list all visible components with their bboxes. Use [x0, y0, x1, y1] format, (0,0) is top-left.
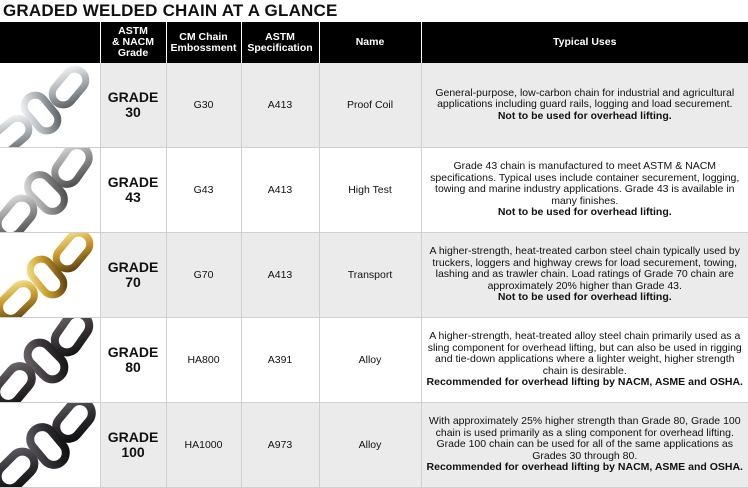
high-test-chain-icon — [0, 148, 100, 232]
chain-image-cell — [0, 148, 100, 233]
grade-cell: GRADE 70 — [100, 233, 166, 318]
table-row — [0, 148, 748, 233]
chain-image-cell — [0, 318, 100, 403]
uses-cell: With approximately 25% higher strength than Grade 80, Grade 100 chain is used primarily as a sling component for overhead lifting. Grade 100 chain can be used for all of the same applications as Grades 30 through 80. Recommended for overhead lifting by NACM, ASME and OSHA. — [421, 403, 748, 488]
name-cell: Alloy — [319, 403, 421, 488]
uses-cell: Grade 43 chain is manufactured to meet ASTM & NACM specifications. Typical uses include container securement, logging, towing and marine industry applications. Grade 43 is available in many finishes. Not to be used for overhead lifting. — [421, 148, 748, 233]
name-cell: Proof Coil — [319, 63, 421, 148]
chain-image-cell — [0, 63, 100, 148]
grade-cell: GRADE 80 — [100, 318, 166, 403]
spec-cell: A973 — [241, 403, 319, 488]
uses-cell: A higher-strength, heat-treated carbon steel chain typically used by truckers, loggers and highway crews for load securement, towing, lashing and as trawler chain. Load ratings of Grade 70 chain are approximately 20% higher than Grade 43. Not to be used for overhead lifting. — [421, 233, 748, 318]
lifting-warning: Not to be used for overhead lifting. — [422, 292, 748, 303]
header-grade: ASTM & NACM Grade — [100, 22, 166, 63]
header-embossment: CM Chain Embossment — [166, 22, 241, 63]
header-spec: ASTM Specification — [241, 22, 319, 63]
table-row — [0, 63, 748, 148]
name-cell: High Test — [319, 148, 421, 233]
table-row — [0, 318, 748, 403]
spec-cell: A413 — [241, 148, 319, 233]
spec-cell: A413 — [241, 63, 319, 148]
chain-image-cell — [0, 233, 100, 318]
lifting-warning: Not to be used for overhead lifting. — [422, 111, 748, 122]
table-row — [0, 403, 748, 488]
grade-cell: GRADE 30 — [100, 63, 166, 148]
embossment-cell: G30 — [166, 63, 241, 148]
embossment-cell: HA1000 — [166, 403, 241, 488]
header-uses: Typical Uses — [421, 22, 748, 63]
transport-chain-icon — [0, 233, 100, 317]
header-name: Name — [319, 22, 421, 63]
grade-cell: GRADE 100 — [100, 403, 166, 488]
lifting-warning: Recommended for overhead lifting by NACM, ASME and OSHA. — [422, 462, 748, 473]
embossment-cell: G43 — [166, 148, 241, 233]
uses-cell: A higher-strength, heat-treated alloy steel chain primarily used as a sling component for overhead lifting, but can also be used in rigging and tie-down applications where a lighter weight, higher strength chain is desirable. Recommended for overhead lifting by NACM, ASME and OSHA. — [421, 318, 748, 403]
uses-cell: General-purpose, low-carbon chain for industrial and agricultural applications including guard rails, logging and load securement. Not to be used for overhead lifting. — [421, 63, 748, 148]
chain-image-cell — [0, 403, 100, 488]
alloy-chain-icon — [0, 403, 100, 487]
lifting-warning: Recommended for overhead lifting by NACM, ASME and OSHA. — [422, 377, 748, 388]
header-row — [0, 22, 748, 63]
name-cell: Transport — [319, 233, 421, 318]
spec-cell: A413 — [241, 233, 319, 318]
galvanized-chain-icon — [0, 63, 100, 147]
embossment-cell: G70 — [166, 233, 241, 318]
page-title: GRADED WELDED CHAIN AT A GLANCE — [3, 0, 338, 22]
lifting-warning: Not to be used for overhead lifting. — [422, 207, 748, 218]
chain-grade-table — [0, 22, 748, 488]
alloy-chain-icon — [0, 318, 100, 402]
table-row — [0, 233, 748, 318]
grade-cell: GRADE 43 — [100, 148, 166, 233]
header-image — [0, 22, 100, 63]
embossment-cell: HA800 — [166, 318, 241, 403]
spec-cell: A391 — [241, 318, 319, 403]
name-cell: Alloy — [319, 318, 421, 403]
